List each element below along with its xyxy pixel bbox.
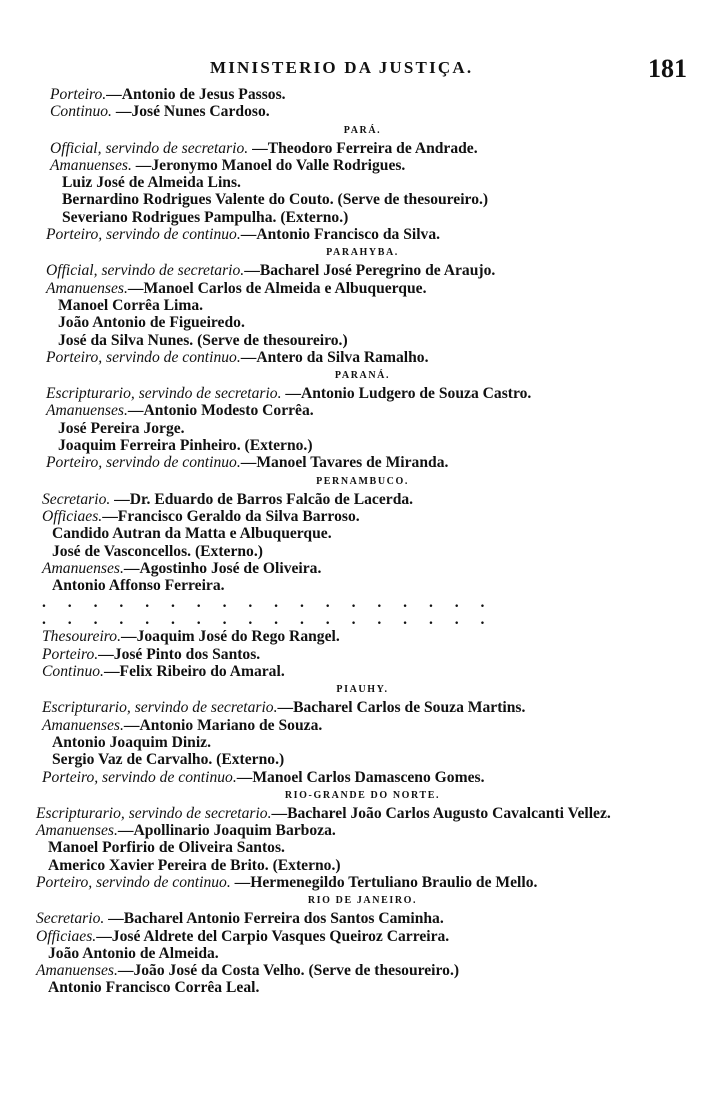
section-heading: RIO-GRANDE DO NORTE. <box>284 789 441 801</box>
entry-text: —Manoel Carlos Damasceno Gomes. <box>236 768 485 786</box>
entry-text: —Jeronymo Manoel do Valle Rodrigues. <box>131 156 406 174</box>
section-heading: PIAUHY. <box>336 684 389 696</box>
entry-role: Porteiro. <box>42 645 99 663</box>
entry-text: —Antonio Francisco da Silva. <box>240 226 441 244</box>
entry-text: —Apollinario Joaquim Barboza. <box>117 822 336 840</box>
entry-text: —Francisco Geraldo da Silva Barroso. <box>102 507 360 525</box>
entry-text: Manoel Porfirio de Oliveira Santos. <box>48 839 285 857</box>
entry-line <box>0 332 725 349</box>
entry-role: Escripturario, servindo de secretario. <box>42 699 278 717</box>
entry-line <box>0 385 725 402</box>
entry-text: —Agostinho José de Oliveira. <box>123 559 322 577</box>
entry-line <box>0 699 725 716</box>
entry-line <box>0 209 725 226</box>
entry-line <box>0 945 725 962</box>
entry-role: Porteiro. <box>50 86 107 103</box>
ellipsis-line: . . . . . . . . . . . . . . . . . . <box>42 594 494 612</box>
entry-role: Amanuenses. <box>42 559 124 577</box>
entry-text: José Pereira Jorge. <box>58 419 185 437</box>
entry-line <box>0 734 725 751</box>
section-heading: PERNAMBUCO. <box>316 475 409 487</box>
entry-line <box>0 769 725 786</box>
entry-text: Bernardino Rodrigues Valente do Couto. (Serve de thesoureiro.) <box>62 191 489 209</box>
entry-role: Porteiro, servindo de continuo. <box>42 768 237 786</box>
entry-text: —Bacharel José Peregrino de Araujo. <box>244 262 496 280</box>
entry-line <box>0 174 725 191</box>
entry-text: —Felix Ribeiro do Amaral. <box>103 663 285 681</box>
entry-text: —Bacharel Carlos de Souza Martins. <box>277 699 526 717</box>
entry-role: Continuo. <box>42 663 104 681</box>
entry-line <box>0 928 725 945</box>
entry-line <box>0 663 725 680</box>
entry-text: Severiano Rodrigues Pampulha. (Externo.) <box>62 208 349 226</box>
entry-text: —Antonio Mariano de Souza. <box>123 716 323 734</box>
entry-text: Joaquim Ferreira Pinheiro. (Externo.) <box>58 437 313 455</box>
entry-text: Antonio Francisco Corrêa Leal. <box>48 979 260 997</box>
entry-role: Officiaes. <box>36 927 97 945</box>
entry-role: Escripturario, servindo de secretario. <box>36 804 272 822</box>
entry-role: Officiaes. <box>42 507 103 525</box>
entry-line <box>0 751 725 768</box>
entry-line <box>0 857 725 874</box>
entry-text: José da Silva Nunes. (Serve de thesoureiro.) <box>58 331 348 349</box>
entry-line <box>0 103 725 120</box>
entry-text: —Bacharel Antonio Ferreira dos Santos Caminha. <box>104 910 444 928</box>
entry-role: Amanuenses. <box>36 962 118 980</box>
entry-role: Porteiro, servindo de continuo. <box>46 226 241 244</box>
section-heading: RIO DE JANEIRO. <box>307 895 418 907</box>
entry-line <box>0 646 725 663</box>
entry-line <box>0 157 725 174</box>
entry-text: Candido Autran da Matta e Albuquerque. <box>52 525 332 543</box>
entry-role: Secretario. <box>42 490 111 508</box>
entry-text: João Antonio de Figueiredo. <box>58 314 245 332</box>
entry-text: —Hermenegildo Tertuliano Braulio de Mello. <box>230 873 538 891</box>
entry-text: —Antero da Silva Ramalho. <box>240 348 429 366</box>
entry-role: Official, servindo de secretario. <box>46 262 245 280</box>
page-number: 181 <box>648 54 687 83</box>
entry-line <box>0 543 725 560</box>
ellipsis-line: . . . . . . . . . . . . . . . . . . <box>42 611 494 629</box>
entry-line <box>0 822 725 839</box>
entry-line <box>0 86 725 103</box>
entry-line <box>0 420 725 437</box>
entry-line <box>0 191 725 208</box>
entry-role: Amanuenses. <box>36 822 118 840</box>
entry-line <box>0 437 725 454</box>
section-heading: PARAHYBA. <box>326 247 399 259</box>
entry-line <box>0 910 725 927</box>
entry-role: Porteiro, servindo de continuo. <box>36 873 231 891</box>
entry-line <box>0 262 725 279</box>
entry-role: Amanuenses. <box>46 402 128 420</box>
entry-line <box>0 962 725 979</box>
entry-role: Porteiro, servindo de continuo. <box>46 454 241 472</box>
section-heading: PARANÁ. <box>334 370 391 382</box>
entry-role: Escripturario, servindo de secretario. <box>46 385 282 403</box>
entry-text: —Joaquim José do Rego Rangel. <box>120 628 340 646</box>
section-heading: PARÁ. <box>343 124 382 136</box>
entry-line <box>0 314 725 331</box>
entry-text: Antonio Affonso Ferreira. <box>52 577 225 595</box>
entry-line <box>0 454 725 471</box>
entry-line <box>0 226 725 243</box>
entry-text: Americo Xavier Pereira de Brito. (Externo.) <box>48 856 341 874</box>
entry-line <box>0 560 725 577</box>
entry-text: Sergio Vaz de Carvalho. (Externo.) <box>52 751 285 769</box>
entry-text: —Dr. Eduardo de Barros Falcão de Lacerda. <box>110 490 414 508</box>
document-body <box>0 86 725 997</box>
page-header <box>0 54 725 84</box>
entry-text: —Manoel Tavares de Miranda. <box>240 454 449 472</box>
entry-text: —João José da Costa Velho. (Serve de thesoureiro.) <box>117 962 460 980</box>
entry-role: Amanuenses. <box>42 716 124 734</box>
entry-text: João Antonio de Almeida. <box>48 944 219 962</box>
entry-line <box>0 805 725 822</box>
entry-line <box>0 839 725 856</box>
entry-line <box>0 979 725 996</box>
entry-text: —Manoel Carlos de Almeida e Albuquerque. <box>127 279 427 297</box>
entry-line <box>0 508 725 525</box>
entry-text: —Antonio Modesto Corrêa. <box>127 402 314 420</box>
entry-text: —Antonio de Jesus Passos. <box>106 86 286 103</box>
entry-line <box>0 577 725 594</box>
entry-line <box>0 297 725 314</box>
entry-line <box>0 491 725 508</box>
entry-line <box>0 140 725 157</box>
entry-text: Manoel Corrêa Lima. <box>58 296 204 314</box>
entry-line <box>0 874 725 891</box>
entry-line <box>0 628 725 645</box>
running-head: MINISTERIO DA JUSTIÇA. <box>210 58 474 77</box>
entry-text: —José Pinto dos Santos. <box>98 645 261 663</box>
entry-text: —Theodoro Ferreira de Andrade. <box>248 139 478 157</box>
entry-line <box>0 402 725 419</box>
entry-role: Porteiro, servindo de continuo. <box>46 348 241 366</box>
entry-text: Luiz José de Almeida Lins. <box>62 174 241 192</box>
entry-line <box>0 717 725 734</box>
entry-role: Official, servindo de secretario. <box>50 139 249 157</box>
entry-text: José de Vasconcellos. (Externo.) <box>52 542 263 560</box>
entry-role: Thesoureiro. <box>42 628 121 646</box>
entry-text: —José Aldrete del Carpio Vasques Queiroz Carreira. <box>96 927 450 945</box>
entry-text: Antonio Joaquim Diniz. <box>52 733 211 751</box>
entry-role: Continuo. <box>50 103 112 121</box>
entry-text: —Bacharel João Carlos Augusto Cavalcanti Vellez. <box>271 804 611 822</box>
entry-role: Secretario. <box>36 910 105 928</box>
entry-line <box>0 349 725 366</box>
entry-role: Amanuenses. <box>50 156 132 174</box>
entry-text: —José Nunes Cardoso. <box>111 103 270 121</box>
entry-role: Amanuenses. <box>46 279 128 297</box>
entry-text: —Antonio Ludgero de Souza Castro. <box>281 385 532 403</box>
entry-line <box>0 525 725 542</box>
entry-line <box>0 280 725 297</box>
